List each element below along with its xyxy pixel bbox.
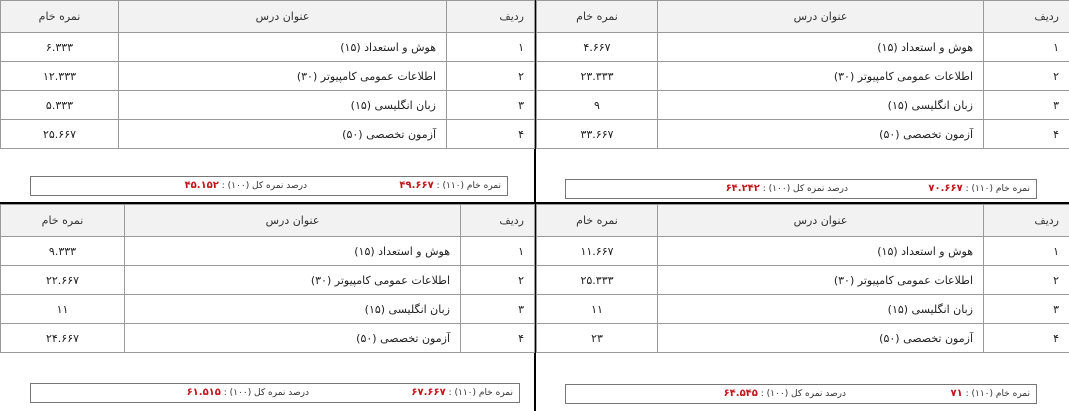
row-idx: ۳	[461, 295, 535, 324]
percent-score-value: ۶۱.۵۱۵	[186, 387, 221, 398]
score-summary	[565, 179, 1037, 199]
row-title: اطلاعات عمومی کامپیوتر (۳۰)	[658, 62, 984, 91]
row-title: زبان انگلیسی (۱۵)	[125, 295, 461, 324]
header-title: عنوان درس	[119, 1, 447, 33]
row-title: آزمون تخصصی (۵۰)	[658, 324, 984, 353]
row-idx: ۴	[984, 120, 1069, 149]
table-row	[537, 120, 1069, 149]
row-title: اطلاعات عمومی کامپیوتر (۳۰)	[125, 266, 461, 295]
row-idx: ۱	[984, 33, 1069, 62]
header-row	[1, 1, 535, 33]
raw-score-value: ۴۹.۶۶۷	[399, 180, 434, 191]
header-score: نمره خام	[537, 1, 658, 33]
raw-score-value: ۷۰.۶۶۷	[928, 183, 963, 194]
table-row	[1, 33, 535, 62]
raw-score-label: نمره خام (۱۱۰) :	[965, 389, 1030, 399]
percent-score	[724, 385, 846, 403]
raw-score-value: ۶۷.۶۶۷	[411, 387, 446, 398]
raw-score	[928, 180, 1030, 198]
header-score: نمره خام	[1, 205, 125, 237]
header-row	[537, 1, 1069, 33]
table-row	[537, 91, 1069, 120]
row-score: ۲۴.۶۶۷	[1, 324, 125, 353]
header-title: عنوان درس	[658, 205, 984, 237]
row-score: ۲۳	[537, 324, 658, 353]
table-row	[1, 266, 535, 295]
row-title: هوش و استعداد (۱۵)	[658, 33, 984, 62]
score-summary	[30, 176, 508, 196]
score-summary	[565, 384, 1037, 404]
row-idx: ۱	[461, 237, 535, 266]
row-title: زبان انگلیسی (۱۵)	[119, 91, 447, 120]
row-score: ۱۲.۳۳۳	[1, 62, 119, 91]
scores-table	[0, 0, 535, 149]
row-title: هوش و استعداد (۱۵)	[125, 237, 461, 266]
raw-score-value: ۷۱	[950, 388, 963, 399]
raw-score-label: نمره خام (۱۱۰) :	[965, 184, 1030, 194]
row-score: ۲۲.۶۶۷	[1, 266, 125, 295]
header-idx: ردیف	[447, 1, 535, 33]
row-idx: ۲	[984, 62, 1069, 91]
result-panel-top-left	[0, 0, 534, 202]
header-row	[537, 205, 1069, 237]
row-idx: ۲	[461, 266, 535, 295]
percent-score-label: درصد نمره کل (۱۰۰) :	[762, 184, 848, 194]
row-score: ۳۳.۶۶۷	[537, 120, 658, 149]
row-idx: ۱	[984, 237, 1069, 266]
row-title: اطلاعات عمومی کامپیوتر (۳۰)	[119, 62, 447, 91]
percent-score	[187, 384, 309, 402]
header-idx: ردیف	[984, 1, 1069, 33]
row-title: اطلاعات عمومی کامپیوتر (۳۰)	[658, 266, 984, 295]
scores-table	[536, 0, 1069, 149]
table-row	[537, 237, 1069, 266]
percent-score	[185, 177, 307, 195]
row-title: هوش و استعداد (۱۵)	[119, 33, 447, 62]
raw-score	[399, 177, 501, 195]
header-title: عنوان درس	[125, 205, 461, 237]
row-score: ۵.۳۳۳	[1, 91, 119, 120]
table-row	[1, 237, 535, 266]
row-score: ۲۵.۶۶۷	[1, 120, 119, 149]
table-row	[1, 295, 535, 324]
table-row	[537, 295, 1069, 324]
table-row	[537, 266, 1069, 295]
header-score: نمره خام	[537, 205, 658, 237]
raw-score-label: نمره خام (۱۱۰) :	[448, 388, 513, 398]
percent-score-value: ۶۴.۵۴۵	[723, 388, 758, 399]
row-idx: ۳	[447, 91, 535, 120]
scores-table	[536, 204, 1069, 353]
score-summary	[30, 383, 520, 403]
row-title: آزمون تخصصی (۵۰)	[125, 324, 461, 353]
table-row	[1, 62, 535, 91]
row-idx: ۲	[447, 62, 535, 91]
row-title: زبان انگلیسی (۱۵)	[658, 295, 984, 324]
row-title: آزمون تخصصی (۵۰)	[119, 120, 447, 149]
percent-score-label: درصد نمره کل (۱۰۰) :	[223, 388, 309, 398]
result-panel-top-right	[536, 0, 1069, 202]
table-row	[1, 324, 535, 353]
result-panel-bottom-left	[0, 204, 534, 411]
row-idx: ۴	[461, 324, 535, 353]
row-idx: ۲	[984, 266, 1069, 295]
header-row	[1, 205, 535, 237]
row-score: ۹.۳۳۳	[1, 237, 125, 266]
percent-score-value: ۶۴.۲۴۲	[725, 183, 760, 194]
header-title: عنوان درس	[658, 1, 984, 33]
result-panel-bottom-right	[536, 204, 1069, 411]
row-score: ۱۱.۶۶۷	[537, 237, 658, 266]
raw-score	[411, 384, 513, 402]
row-idx: ۴	[447, 120, 535, 149]
row-score: ۹	[537, 91, 658, 120]
row-score: ۱۱	[537, 295, 658, 324]
table-row	[537, 33, 1069, 62]
header-idx: ردیف	[461, 205, 535, 237]
table-row	[1, 91, 535, 120]
row-score: ۲۳.۳۳۳	[537, 62, 658, 91]
header-score: نمره خام	[1, 1, 119, 33]
row-score: ۶.۳۳۳	[1, 33, 119, 62]
row-score: ۲۵.۳۳۳	[537, 266, 658, 295]
percent-score-label: درصد نمره کل (۱۰۰) :	[221, 181, 307, 191]
table-row	[537, 62, 1069, 91]
row-score: ۴.۶۶۷	[537, 33, 658, 62]
raw-score	[950, 385, 1030, 403]
row-idx: ۳	[984, 91, 1069, 120]
table-row	[537, 324, 1069, 353]
row-idx: ۴	[984, 324, 1069, 353]
row-title: هوش و استعداد (۱۵)	[658, 237, 984, 266]
percent-score-value: ۴۵.۱۵۲	[184, 180, 219, 191]
header-idx: ردیف	[984, 205, 1069, 237]
row-idx: ۱	[447, 33, 535, 62]
table-row	[1, 120, 535, 149]
percent-score	[726, 180, 848, 198]
raw-score-label: نمره خام (۱۱۰) :	[436, 181, 501, 191]
row-idx: ۳	[984, 295, 1069, 324]
scores-table	[0, 204, 535, 353]
row-title: زبان انگلیسی (۱۵)	[658, 91, 984, 120]
row-score: ۱۱	[1, 295, 125, 324]
percent-score-label: درصد نمره کل (۱۰۰) :	[760, 389, 846, 399]
row-title: آزمون تخصصی (۵۰)	[658, 120, 984, 149]
